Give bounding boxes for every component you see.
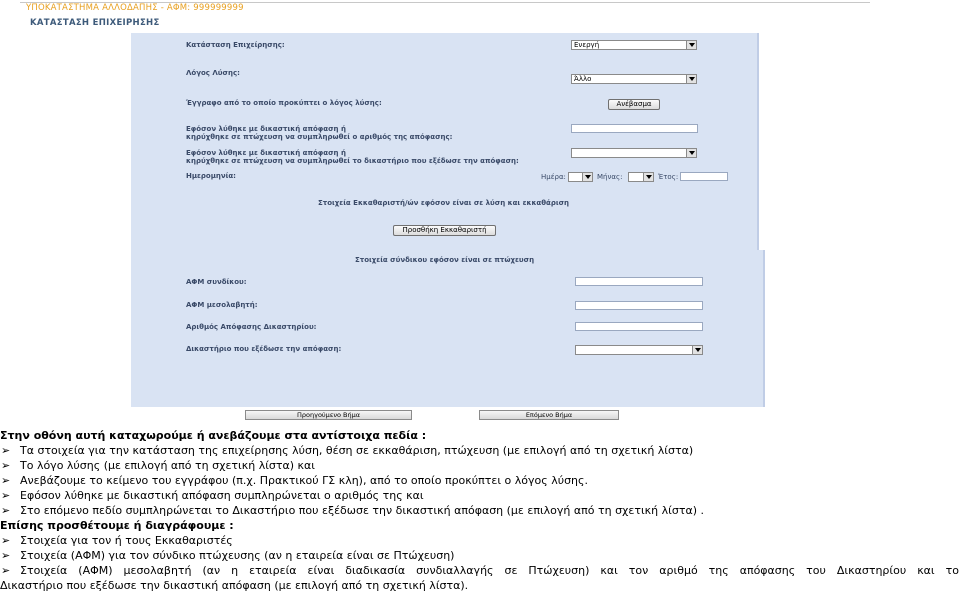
court-decision-number-label: Αριθμός Απόφασης Δικαστηρίου: [186, 323, 317, 331]
instructions [0, 428, 959, 593]
page-title: ΚΑΤΑΣΤΑΣΗ ΕΠΙΧΕΙΡΗΣΗΣ [30, 18, 160, 28]
list-item [0, 458, 959, 473]
trustee-section-title: Στοιχεία σύνδικου εφόσον είναι σε πτώχευση [355, 256, 535, 264]
list-item [0, 563, 959, 578]
arrow-bullet-icon: ➢ [1, 564, 11, 577]
year-label: Έτος: [658, 173, 679, 181]
list-item-text: Εφόσον λύθηκε με δικαστική απόφαση συμπληρώνεται ο αριθμός της και [20, 489, 424, 502]
arrow-bullet-icon: ➢ [1, 534, 11, 547]
chevron-down-icon [686, 41, 696, 49]
instructions-heading-1: Στην οθόνη αυτή καταχωρούμε ή ανεβάζουμε στα αντίστοιχα πεδία : [0, 429, 427, 442]
month-select[interactable] [628, 172, 654, 182]
date-label: Ημερομηνία: [186, 172, 236, 180]
list-item [0, 443, 959, 458]
trustee-afm-input[interactable] [575, 277, 703, 286]
decision-number-input[interactable] [571, 124, 698, 133]
list-item [0, 488, 959, 503]
business-status-panel [131, 33, 759, 251]
document-label: Έγγραφο από το οποίο προκύπτει ο λόγος λύσης: [186, 99, 382, 107]
month-label: Μήνας: [597, 173, 623, 181]
arrow-bullet-icon: ➢ [1, 504, 11, 517]
trustee-afm-label: ΑΦΜ συνδίκου: [186, 278, 247, 286]
status-label: Κατάσταση Επιχείρησης: [186, 41, 285, 49]
reason-label: Λόγος Λύσης: [186, 69, 240, 77]
court-label-line2: κηρύχθηκε σε πτώχευση να συμπληρωθεί το δικαστήριο που εξέδωσε την απόφαση: [186, 157, 519, 165]
chevron-down-icon [686, 149, 696, 157]
list-item-text: Τα στοιχεία για την κατάσταση της επιχείρησης λύση, θέση σε εκκαθάριση, πτώχευση (με επιλογή από τη σχετική λίστα) [20, 444, 694, 457]
list-item [0, 503, 959, 518]
chevron-down-icon [643, 173, 653, 181]
decision-number-label-line1: Εφόσον λύθηκε με δικαστική απόφαση ή [186, 125, 346, 133]
day-label: Ημέρα: [541, 173, 566, 181]
decision-number-label-line2: κηρύχθηκε σε πτώχευση να συμπληρωθεί ο αριθμός της απόφασης: [186, 133, 453, 141]
court-decision-number-input[interactable] [575, 322, 703, 331]
list-item [0, 533, 959, 548]
list-item-text: Ανεβάζουμε το κείμενο του εγγράφου (π.χ. Πρακτικού ΓΣ κλη), από το οποίο προκύπτει ο λόγος λύσης. [20, 474, 588, 487]
list-item-continuation: Δικαστήριο που εξέδωσε την δικαστική απόφαση (με επιλογή από τη σχετική λίστα). [0, 579, 469, 592]
chevron-down-icon [582, 173, 592, 181]
previous-step-button[interactable]: Προηγούμενο Βήμα [245, 410, 412, 420]
mediator-afm-input[interactable] [575, 301, 703, 310]
court-label-line1: Εφόσον λύθηκε με δικαστική απόφαση ή [186, 149, 346, 157]
list-item-text: Στοιχεία για τον ή τους Εκκαθαριστές [20, 534, 233, 547]
upload-button[interactable]: Ανέβασμα [608, 99, 660, 110]
arrow-bullet-icon: ➢ [1, 474, 11, 487]
add-liquidator-button[interactable]: Προσθήκη Εκκαθαριστή [393, 225, 496, 236]
arrow-bullet-icon: ➢ [1, 459, 11, 472]
arrow-bullet-icon: ➢ [1, 549, 11, 562]
reason-select-value: Άλλο [574, 75, 592, 83]
reason-select[interactable] [571, 74, 697, 84]
year-input[interactable] [680, 172, 728, 181]
status-select-value: Ενεργή [574, 41, 600, 49]
status-select[interactable] [571, 40, 697, 50]
list-item [0, 473, 959, 488]
list-item [0, 548, 959, 563]
arrow-bullet-icon: ➢ [1, 444, 11, 457]
liquidators-section-title: Στοιχεία Εκκαθαριστή/ών εφόσον είναι σε λύση και εκκαθάριση [318, 199, 570, 207]
mediator-afm-label: ΑΦΜ μεσολαβητή: [186, 301, 258, 309]
arrow-bullet-icon: ➢ [1, 489, 11, 502]
chevron-down-icon [686, 75, 696, 83]
next-step-button[interactable]: Επόμενο Βήμα [479, 410, 619, 420]
list-item-text: Στο επόμενο πεδίο συμπληρώνεται το Δικαστήριο που εξέδωσε την δικαστική απόφαση (με επιλογή από τη σχετική λίστα) . [20, 504, 704, 517]
day-select[interactable] [568, 172, 593, 182]
list-item-text: Στοιχεία (ΑΦΜ) για τον σύνδικο πτώχευσης (αν η εταιρεία είναι σε Πτώχευση) [20, 549, 455, 562]
court-select[interactable] [571, 148, 697, 158]
issuing-court-select[interactable] [575, 345, 703, 355]
app-title: ΥΠΟΚΑΤΑΣΤΗΜΑ ΑΛΛΟΔΑΠΗΣ - ΑΦΜ: 999999999 [26, 3, 244, 13]
issuing-court-label: Δικαστήριο που εξέδωσε την απόφαση: [186, 345, 342, 353]
instructions-heading-2: Επίσης προσθέτουμε ή διαγράφουμε : [0, 519, 234, 532]
list-item-text: Στοιχεία (ΑΦΜ) μεσολαβητή (αν η εταιρεία είναι διαδικασία συνδιαλλαγής σε Πτώχευση) και τον αριθμό της απόφασης του Δικαστηρίου και το [20, 564, 959, 577]
list-item-text: Το λόγο λύσης (με επιλογή από τη σχετική λίστα) και [20, 459, 316, 472]
chevron-down-icon [692, 346, 702, 354]
